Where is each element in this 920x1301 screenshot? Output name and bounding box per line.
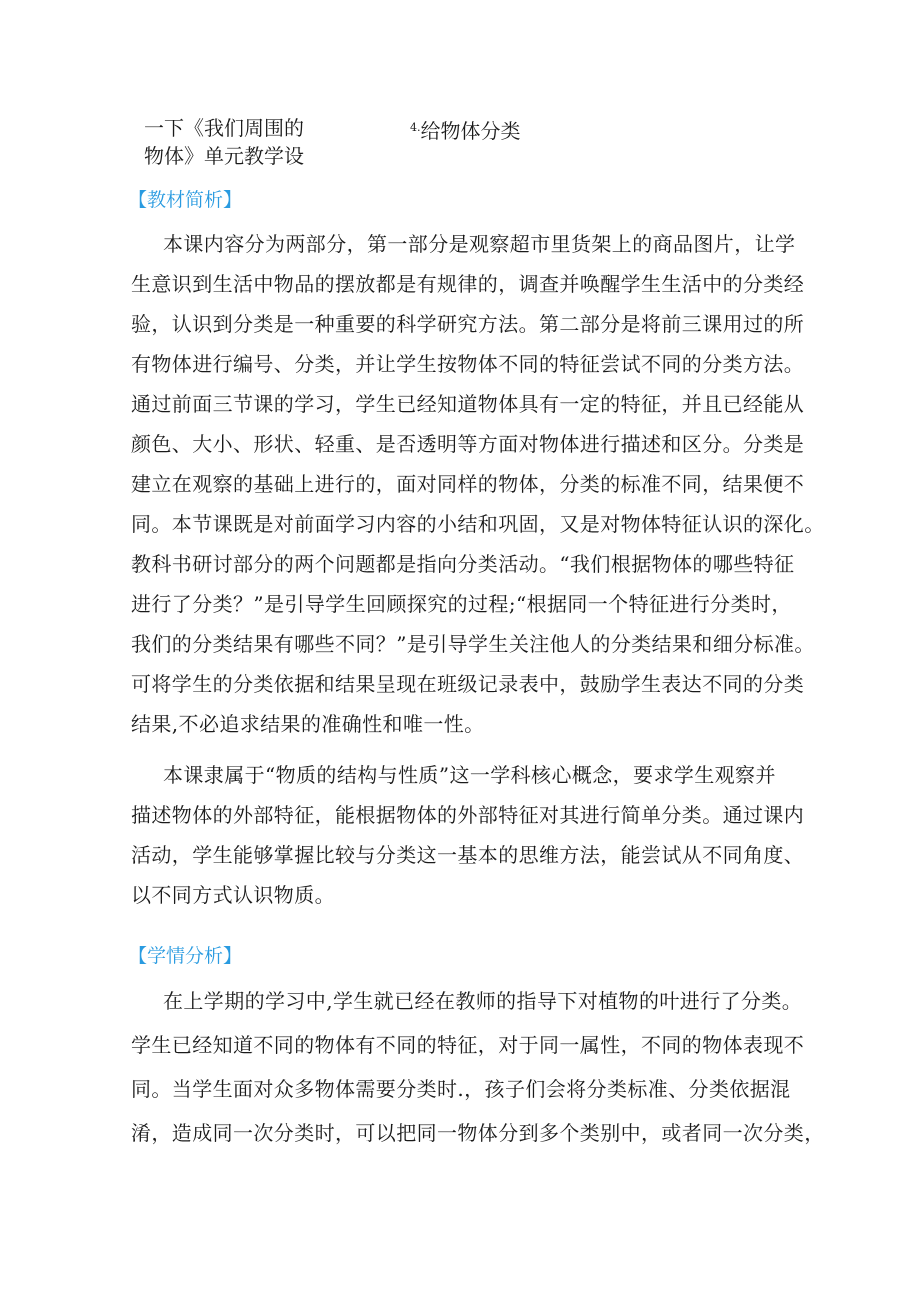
paragraph-line: 通过前面三节课的学习，学生已经知道物体具有一定的特征，并且已经能从 xyxy=(131,392,805,416)
paragraph-line: 结果,不必追求结果的准确性和唯一性。 xyxy=(131,712,485,736)
paragraph-line: 学生已经知道不同的物体有不同的特征，对于同一属性，不同的物体表现不 xyxy=(131,1033,805,1057)
header-unit-title-line1: 一下《我们周围的 xyxy=(144,116,304,140)
header-unit-title-line2: 物体》单元教学设 xyxy=(144,144,304,168)
paragraph-line: 生意识到生活中物品的摆放都是有规律的，调查并唤醒学生生活中的分类经 xyxy=(131,272,805,296)
paragraph-line: 同。本节课既是对前面学习内容的小结和巩固，又是对物体特征认识的深化。 xyxy=(131,512,825,536)
paragraph-line: 同。当学生面对众多物体需要分类时.，孩子们会将分类标准、分类依据混 xyxy=(131,1077,791,1101)
paragraph-line: 建立在观察的基础上进行的，面对同样的物体，分类的标准不同，结果便不 xyxy=(131,472,805,496)
paragraph-line: 描述物体的外部特征，能根据物体的外部特征对其进行简单分类。通过课内 xyxy=(131,803,805,827)
paragraph-line: 教科书研讨部分的两个问题都是指向分类活动。“我们根据物体的哪些特征 xyxy=(131,552,795,576)
paragraph-line: 活动，学生能够掌握比较与分类这一基本的思维方法，能尝试从不同角度、 xyxy=(131,843,805,867)
paragraph-line: 以不同方式认识物质。 xyxy=(131,883,335,907)
section-heading-textbook-analysis: 【教材简析】 xyxy=(128,189,243,211)
paragraph-line: 颜色、大小、形状、轻重、是否透明等方面对物体进行描述和区分。分类是 xyxy=(131,432,805,456)
paragraph-line: 验，认识到分类是一种重要的科学研究方法。第二部分是将前三课用过的所 xyxy=(131,312,805,336)
lesson-number: 4. xyxy=(410,121,421,134)
header-lesson-title xyxy=(410,114,521,145)
paragraph-line: 本课内容分为两部分，第一部分是观察超市里货架上的商品图片，让学 xyxy=(163,232,796,256)
paragraph-line: 有物体进行编号、分类，并让学生按物体不同的特征尝试不同的分类方法。 xyxy=(131,352,805,376)
paragraph-line: 进行了分类？”是引导学生回顾探究的过程;“根据同一个特征进行分类时， xyxy=(131,592,792,616)
paragraph-line: 在上学期的学习中,学生就已经在教师的指导下对植物的叶进行了分类。 xyxy=(163,989,803,1013)
lesson-title-text: 给物体分类 xyxy=(420,119,521,143)
paragraph-line: 我们的分类结果有哪些不同？”是引导学生关注他人的分类结果和细分标准。 xyxy=(131,632,815,656)
paragraph-line: 淆，造成同一次分类时，可以把同一物体分到多个类别中，或者同一次分类， xyxy=(131,1121,825,1145)
section-heading-learner-analysis: 【学情分析】 xyxy=(128,945,243,967)
paragraph-line: 本课隶属于“物质的结构与性质”这一学科核心概念，要求学生观察并 xyxy=(163,763,776,787)
paragraph-line: 可将学生的分类依据和结果呈现在班级记录表中，鼓励学生表达不同的分类 xyxy=(131,672,805,696)
